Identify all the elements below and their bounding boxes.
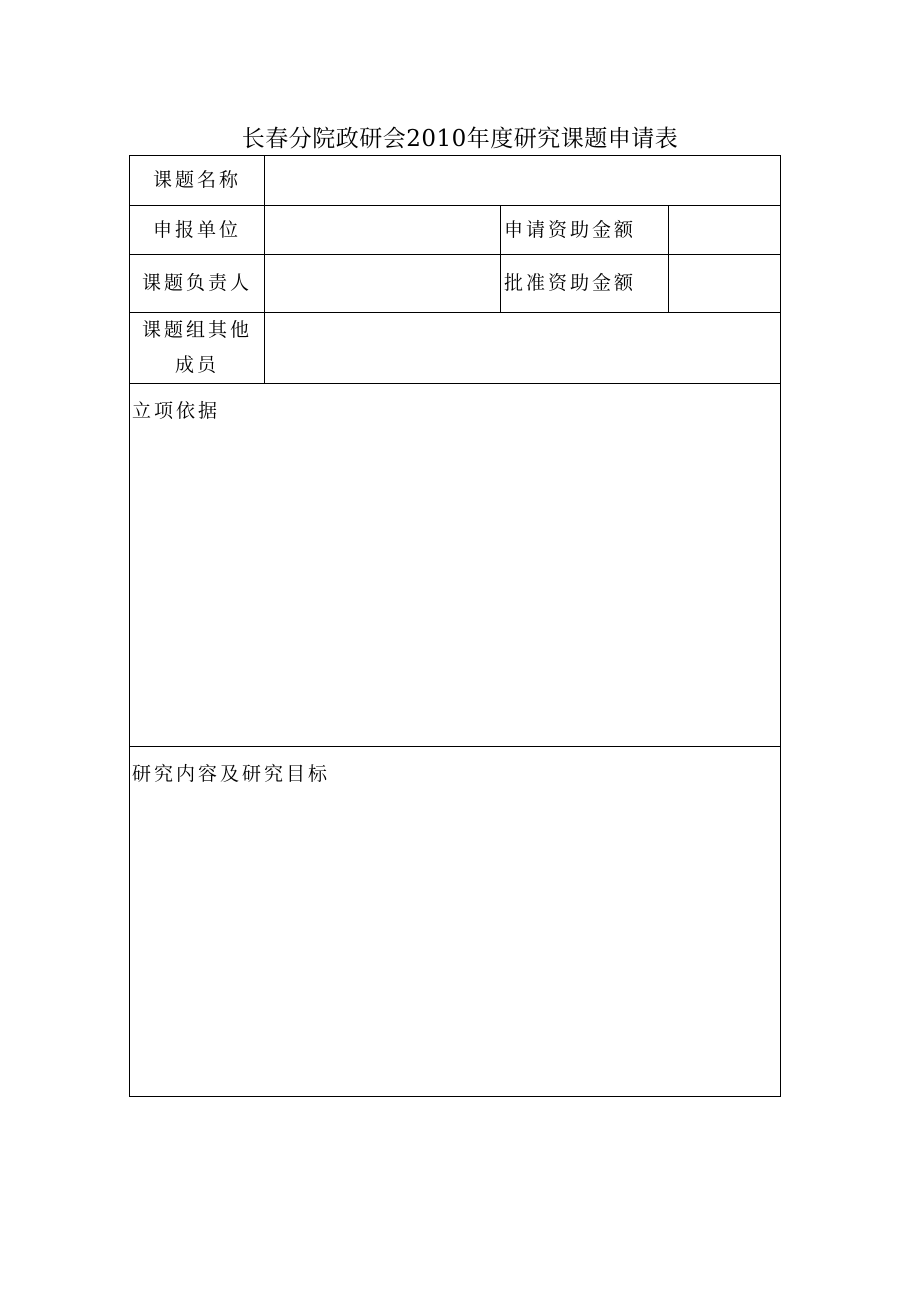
topic-name-field[interactable] <box>265 156 781 206</box>
reporting-unit-label: 申报单位 <box>130 206 265 255</box>
other-members-label-line2: 成员 <box>174 354 219 376</box>
other-members-label-line1: 课题组其他 <box>141 319 252 341</box>
topic-leader-label: 课题负责人 <box>130 255 265 313</box>
approved-funding-label: 批准资助金额 <box>501 255 669 313</box>
other-members-label <box>130 313 265 384</box>
topic-leader-row <box>130 255 781 313</box>
other-members-row <box>130 313 781 384</box>
page-title: 长春分院政研会2010年度研究课题申请表 <box>241 126 679 152</box>
topic-name-row <box>130 156 781 206</box>
basis-row <box>130 384 781 747</box>
requested-funding-field[interactable] <box>669 206 781 255</box>
content-goals-section[interactable] <box>130 747 781 1097</box>
application-form-table <box>129 155 781 1097</box>
basis-label: 立项依据 <box>132 400 221 422</box>
basis-section[interactable] <box>130 384 781 747</box>
content-goals-label: 研究内容及研究目标 <box>132 763 331 785</box>
reporting-unit-field[interactable] <box>265 206 501 255</box>
content-goals-row <box>130 747 781 1097</box>
other-members-field[interactable] <box>265 313 781 384</box>
topic-leader-field[interactable] <box>265 255 501 313</box>
topic-name-label: 课题名称 <box>130 156 265 206</box>
approved-funding-field[interactable] <box>669 255 781 313</box>
requested-funding-label: 申请资助金额 <box>501 206 669 255</box>
reporting-unit-row <box>130 206 781 255</box>
